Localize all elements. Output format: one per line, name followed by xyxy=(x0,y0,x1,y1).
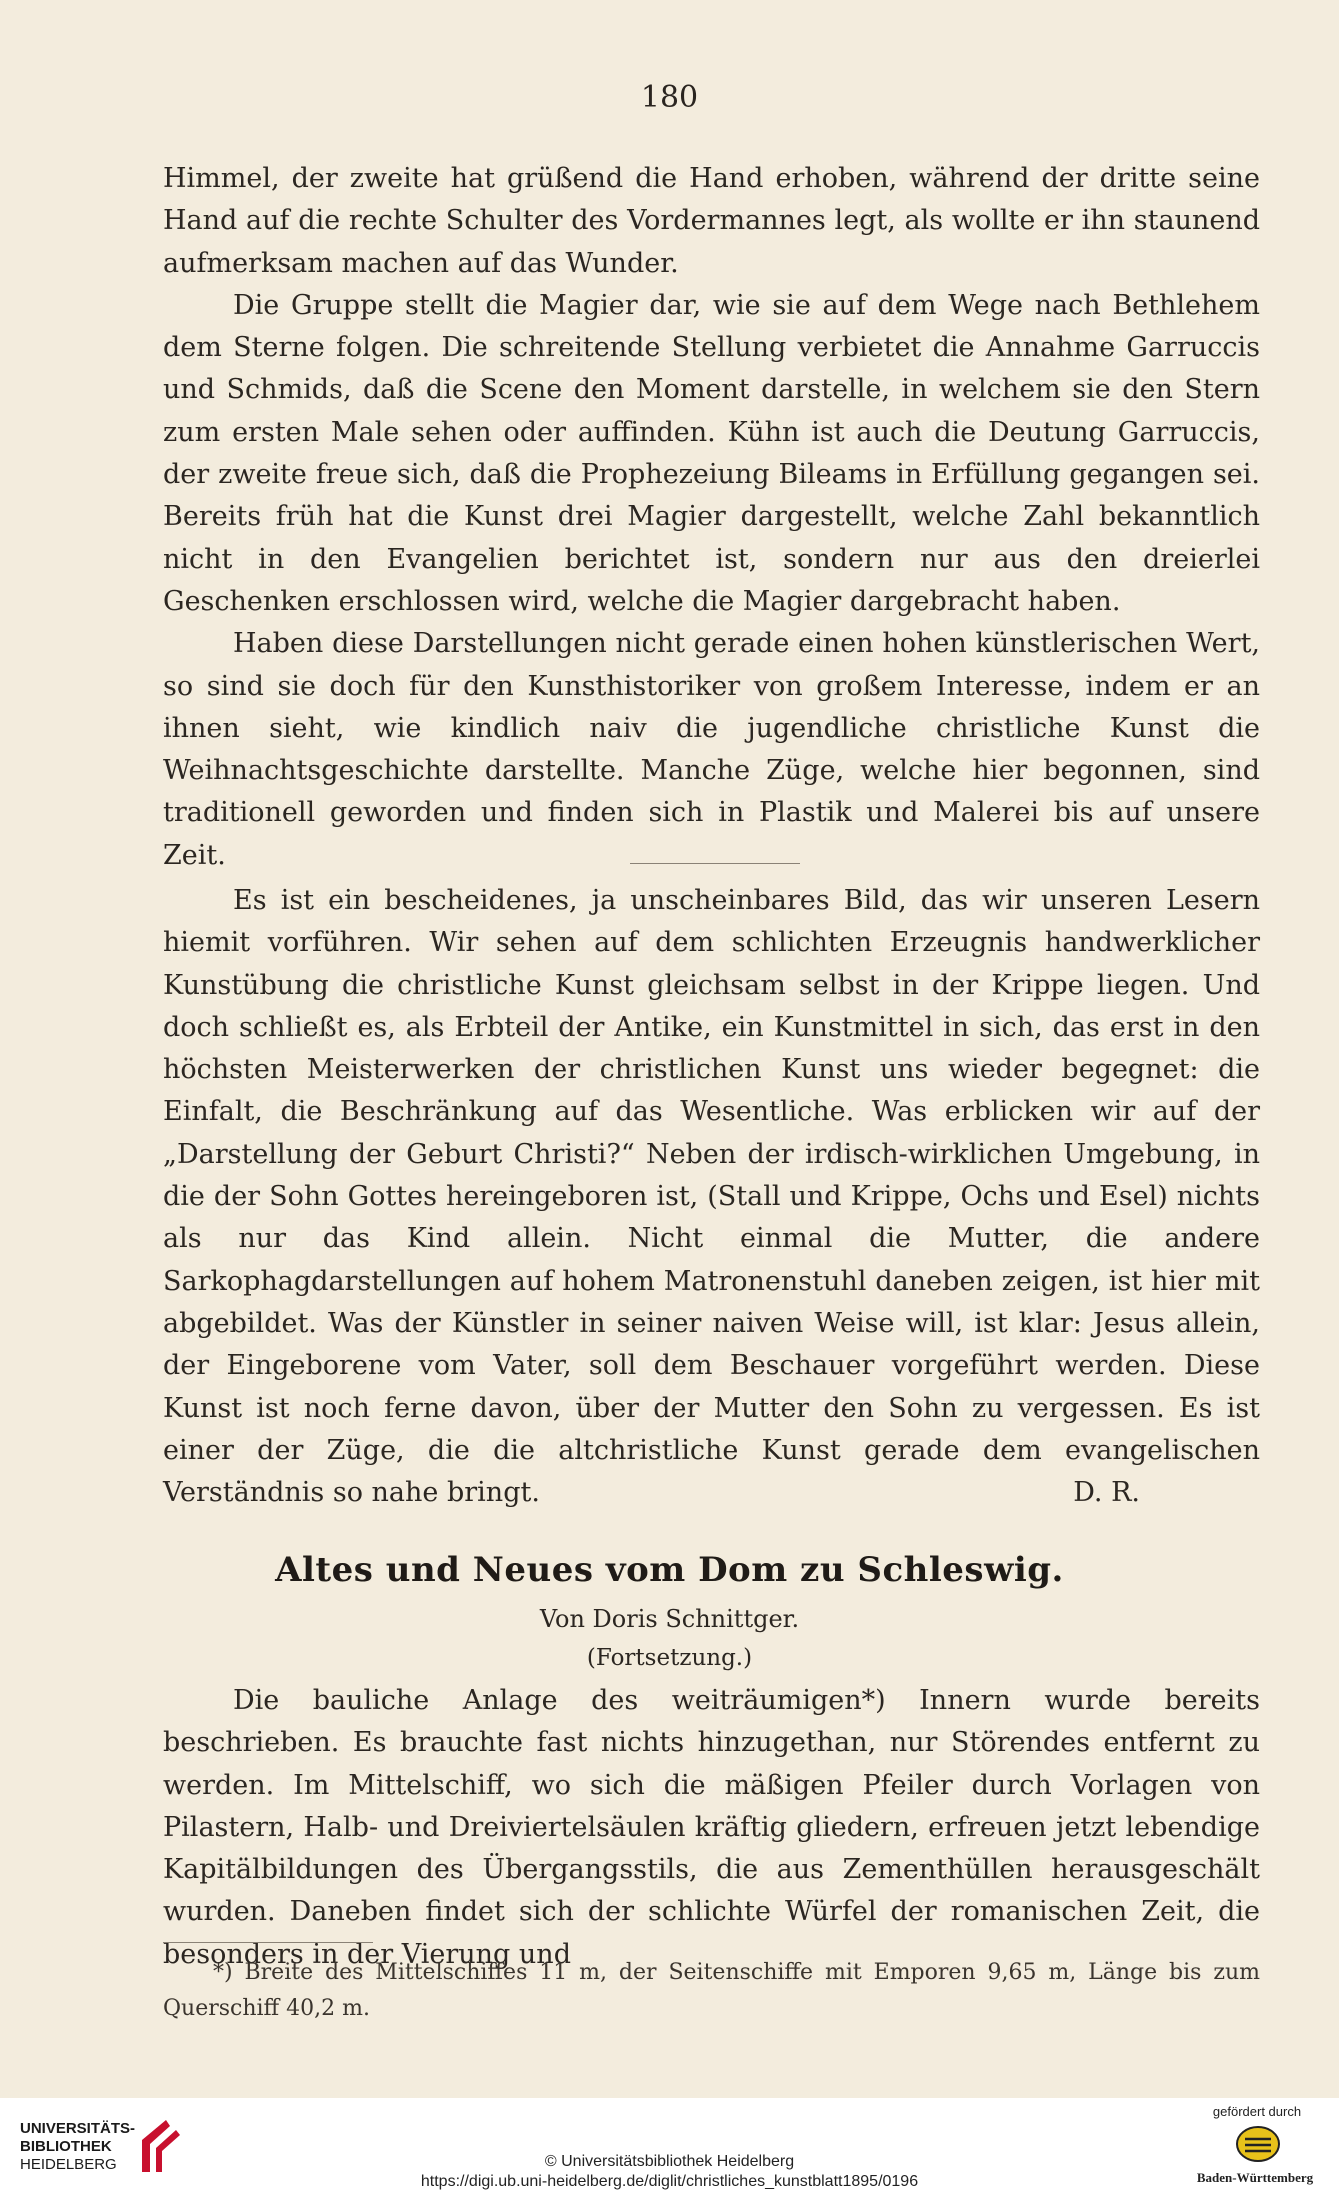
text-block-schleswig xyxy=(163,1680,1260,1976)
library-name-line: BIBLIOTHEK xyxy=(20,2138,112,2155)
paragraph: Die Gruppe stellt die Magier dar, wie sie auf dem Wege nach Bethlehem dem Sterne folgen. Die schreitende Stellung verbietet die Annahme Garruccis und Schmids, daß die Scene den Moment darstelle, in welchem sie den Stern zum ersten Male sehen oder auffinden. Kühn ist auch die Deutung Garruccis, der zweite freue sich, daß die Prophezeiung Bileams in Erfüllung gegangen sei. Bereits früh hat die Kunst drei Magier dargestellt, welche Zahl bekanntlich nicht in den Evangelien berichtet ist, sondern nur aus den dreierlei Geschenken erschlossen wird, welche die Magier dargebracht haben. xyxy=(163,289,1260,617)
library-name-line: UNIVERSITÄTS- xyxy=(20,2120,136,2137)
funder-name: Baden-Württemberg xyxy=(1196,2170,1314,2185)
footnote: *) Breite des Mittelschiffes 11 m, der Seitenschiffe mit Emporen 9,65 m, Länge bis zum Querschiff 40,2 m. xyxy=(163,1960,1260,2021)
article-continuation: (Fortsetzung.) xyxy=(586,1645,753,1671)
page-number: 180 xyxy=(640,80,699,115)
paragraph: Himmel, der zweite hat grüßend die Hand erhoben, während der dritte seine Hand auf die rechte Schulter des Vordermannes legt, als wollte er ihn staunend aufmerksam machen auf das Wunder. xyxy=(163,163,1260,279)
paragraph: Haben diese Darstellungen nicht gerade einen hohen künstlerischen Wert, so sind sie doch für den Kunsthistoriker von großem Interesse, indem er an ihnen sieht, wie kindlich naiv die jugendliche christliche Kunst die Weihnachtsgeschichte darstellte. Manche Züge, welche hier begonnen, sind traditionell geworden und finden sich in Plastik und Malerei bis auf unsere Zeit. xyxy=(163,628,1260,871)
library-name-line: HEIDELBERG xyxy=(20,2156,117,2173)
signature: D. R. xyxy=(1073,1477,1140,1509)
footnote-divider xyxy=(163,1942,373,1943)
state-crest-icon xyxy=(1235,2124,1281,2164)
source-url[interactable]: https://digi.ub.uni-heidelberg.de/diglit/christliches_kunstblatt1895/0196 xyxy=(420,2173,919,2190)
funded-by-text: gefördert durch xyxy=(1212,2104,1302,2119)
text-block-magi xyxy=(163,158,1260,877)
article-author: Von Doris Schnittger. xyxy=(539,1605,800,1633)
footer-bar xyxy=(0,2098,1339,2193)
paragraph: Die bauliche Anlage des weiträumigen*) Innern wurde bereits beschrieben. Es brauchte fast nichts hinzugethan, nur Störendes entfernt zu werden. Im Mittelschiff, wo sich die mäßigen Pfeiler durch Vorlagen von Pilastern, Halb- und Dreiviertelsäulen kräftig gliedern, erfreuen jetzt lebendige Kapitälbildungen des Übergangsstils, die aus Zementhüllen herausgeschält wurden. Daneben findet sich der schlichte Würfel der romanischen Zeit, die besonders in der Vierung und xyxy=(163,1685,1260,1970)
copyright-text: © Universitätsbibliothek Heidelberg xyxy=(544,2153,795,2170)
section-divider xyxy=(630,863,800,864)
paragraph-text: Es ist ein bescheidenes, ja unscheinbares Bild, das wir unseren Lesern hiemit vorführen. Wir sehen auf dem schlichten Erzeugnis handwerklicher Kunstübung die christliche Kunst gleichsam selbst in der Krippe liegen. Und doch schließt es, als Erbteil der Antike, ein Kunstmittel in sich, das erst in den höchsten Meisterwerken der christlichen Kunst uns wieder begegnet: die Einfalt, die Beschränkung auf das Wesentliche. Was erblicken wir auf der „Darstellung der Geburt Christi?“ Neben der irdisch-wirklichen Umgebung, in die der Sohn Gottes hereingeboren ist, (Stall und Krippe, Ochs und Esel) nichts als nur das Kind allein. Nicht einmal die Mutter, die andere Sarkophagdarstellungen auf hohem Matronenstuhl daneben zeigen, ist hier mit abgebildet. Was der Künstler in seiner naiven Weise will, ist klar: Jesus allein, der Eingeborene vom Vater, soll dem Beschauer vorgeführt werden. Diese Kunst ist noch ferne davon, über der Mutter den Sohn zu vergessen. Es ist einer der Züge, die die altchristliche Kunst gerade dem evangelischen Verständnis so nahe bringt. xyxy=(163,885,1260,1509)
text-block-nativity xyxy=(163,880,1260,1514)
article-title: Altes und Neues vom Dom zu Schleswig. xyxy=(275,1550,1064,1590)
paragraph xyxy=(163,880,1260,1514)
